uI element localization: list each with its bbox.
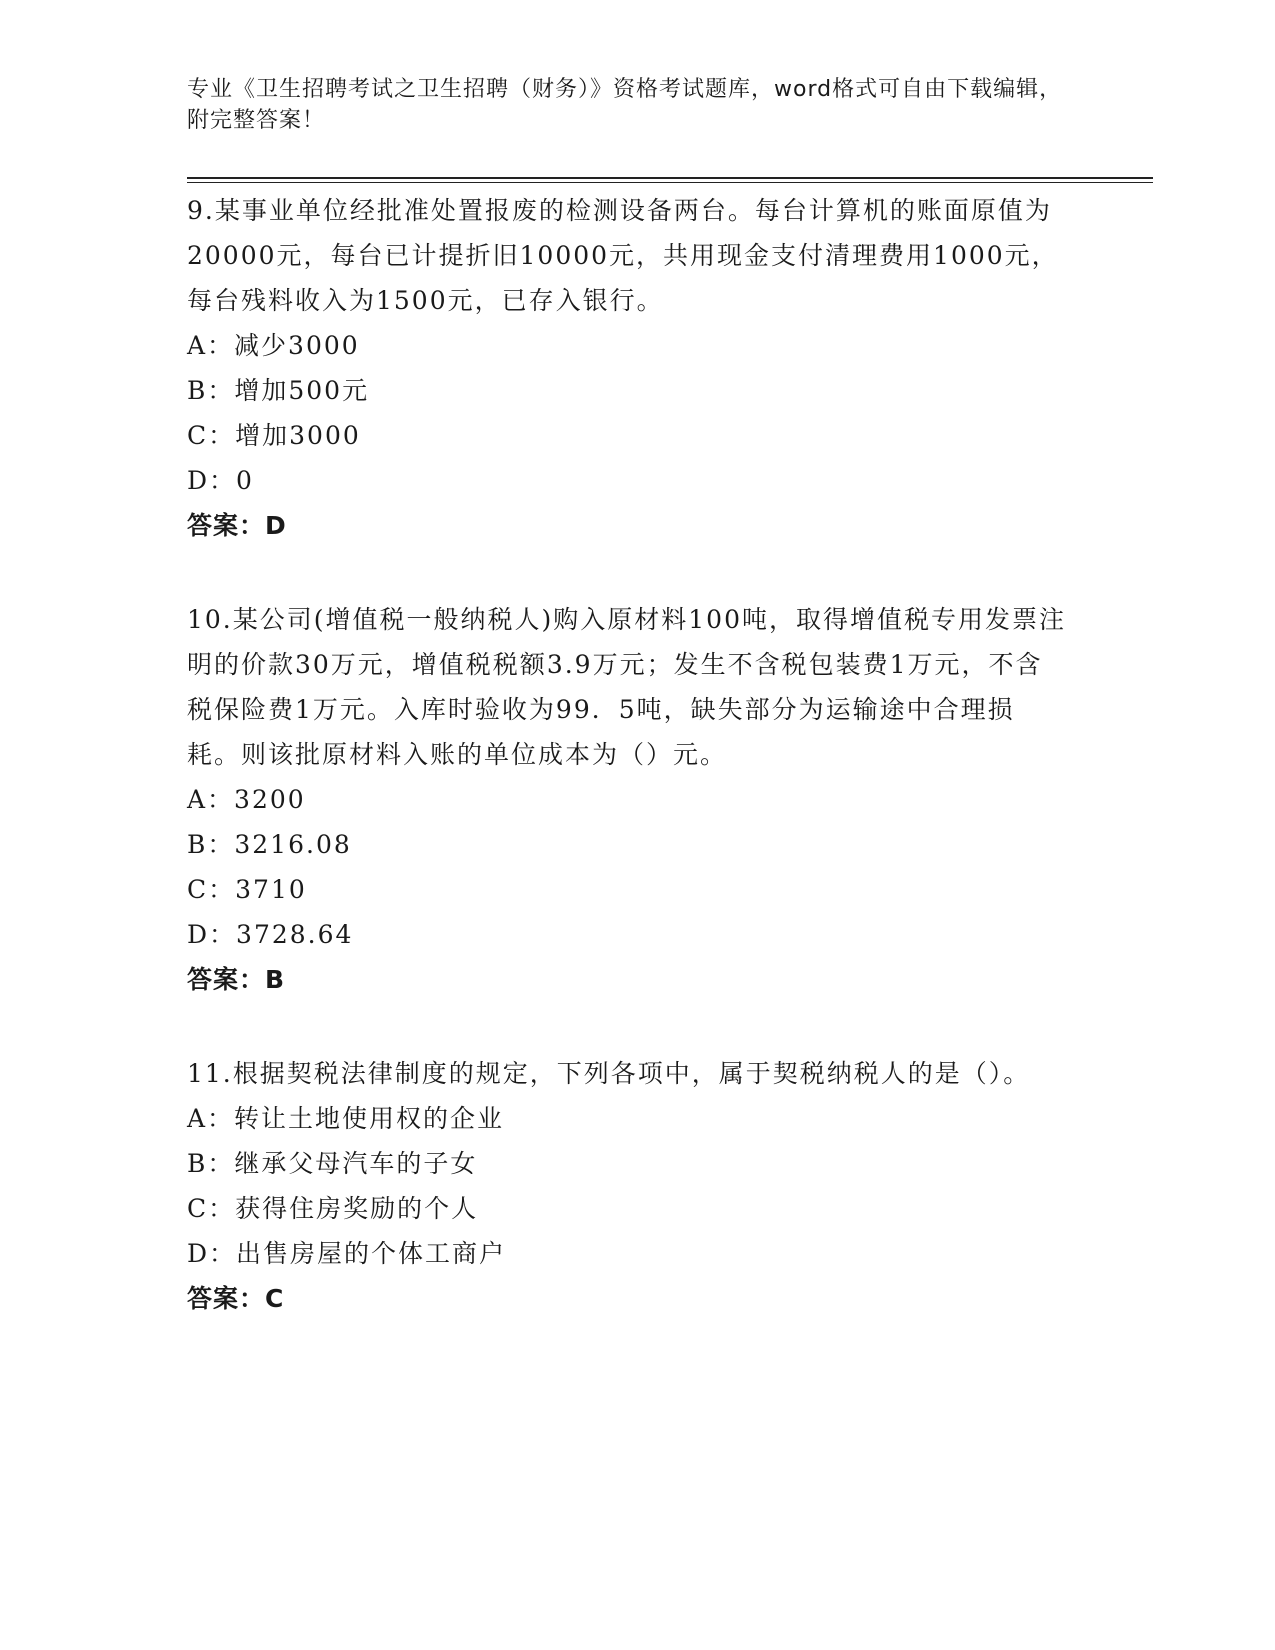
option-d: D：3728.64 xyxy=(187,920,354,949)
answer: 答案：B xyxy=(187,965,286,994)
option-c: C：3710 xyxy=(187,875,307,904)
option-b: B：继承父母汽车的子女 xyxy=(187,1149,478,1178)
answer: 答案：D xyxy=(187,511,287,540)
option-a: A：3200 xyxy=(187,785,306,814)
question-9 xyxy=(187,188,1067,548)
question-stem: 10.某公司(增值税一般纳税人)购入原材料100吨，取得增值税专用发票注明的价款30万元，增值税税额3.9万元；发生不含税包装费1万元，不含税保险费1万元。入库时验收为99．5吨，缺失部分为运输途中合理损耗。则该批原材料入账的单位成本为（）元。 xyxy=(187,605,1066,769)
option-c: C：增加3000 xyxy=(187,421,361,450)
option-b: B：3216.08 xyxy=(187,830,352,859)
question-stem: 9.某事业单位经批准处置报废的检测设备两台。每台计算机的账面原值为20000元，每台已计提折旧10000元，共用现金支付清理费用1000元，每台残料收入为1500元，已存入银行。 xyxy=(187,196,1059,315)
option-a: A：转让土地使用权的企业 xyxy=(187,1104,505,1133)
header-divider xyxy=(187,177,1153,179)
question-stem: 11.根据契税法律制度的规定，下列各项中，属于契税纳税人的是（）。 xyxy=(187,1059,1031,1088)
option-b: B：增加500元 xyxy=(187,376,370,405)
header-divider-thin xyxy=(187,182,1153,183)
question-11 xyxy=(187,1051,1067,1321)
header-note: 专业《卫生招聘考试之卫生招聘（财务）》资格考试题库，word格式可自由下载编辑，附完整答案！ xyxy=(187,77,1063,133)
option-a: A：减少3000 xyxy=(187,331,360,360)
option-d: D：0 xyxy=(187,466,254,495)
option-d: D：出售房屋的个体工商户 xyxy=(187,1239,507,1268)
answer: 答案：C xyxy=(187,1284,285,1313)
question-10 xyxy=(187,597,1067,1002)
option-c: C：获得住房奖励的个人 xyxy=(187,1194,479,1223)
